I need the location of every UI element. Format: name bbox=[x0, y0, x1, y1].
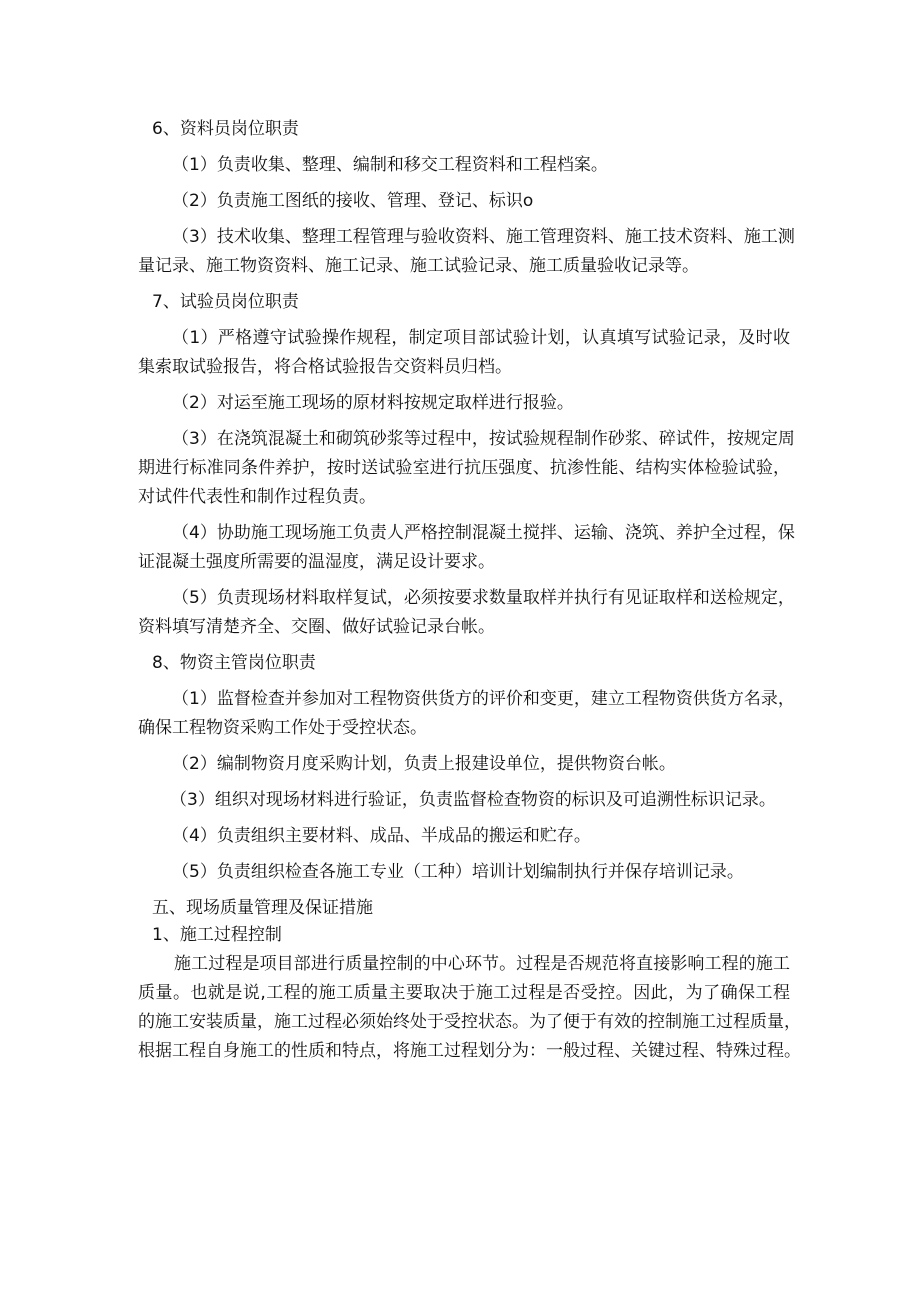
paragraph-6-1: （1）负责收集、整理、编制和移交工程资料和工程档案。 bbox=[172, 155, 608, 175]
paragraph-7-4-line-1: （4）协助施工现场施工负责人严格控制混凝土搅拌、运输、浇筑、养护全过程，保 bbox=[172, 523, 795, 543]
paragraph-8-1-line-1: （1）监督检查并参加对工程物资供货方的评价和变更，建立工程物资供货方名录， bbox=[172, 689, 795, 709]
section-heading-7: 7、试验员岗位职责 bbox=[152, 292, 299, 312]
subsection-heading-1: 1、施工过程控制 bbox=[152, 925, 282, 945]
paragraph-8-5: （5）负责组织检查各施工专业（工种）培训计划编制执行并保存培训记录。 bbox=[172, 862, 744, 882]
paragraph-8-3: （3）组织对现场材料进行验证，负责监督检查物资的标识及可追溯性标识记录。 bbox=[170, 790, 776, 810]
paragraph-7-3-line-3: 对试件代表性和制作过程负责。 bbox=[138, 487, 376, 507]
paragraph-7-1-line-1: （1）严格遵守试验操作规程，制定项目部试验计划，认真填写试验记录，及时收 bbox=[172, 328, 790, 348]
paragraph-7-2: （2）对运至施工现场的原材料按规定取样进行报验。 bbox=[172, 393, 574, 413]
paragraph-6-3-line-2: 量记录、施工物资资料、施工记录、施工试验记录、施工质量验收记录等。 bbox=[138, 256, 699, 276]
paragraph-7-5-line-2: 资料填写清楚齐全、交圈、做好试验记录台帐。 bbox=[138, 617, 495, 637]
body-paragraph-line-4: 根据工程自身施工的性质和特点，将施工过程划分为：一般过程、关键过程、特殊过程。 bbox=[138, 1041, 801, 1061]
section-heading-6: 6、资料员岗位职责 bbox=[152, 119, 299, 139]
paragraph-6-2: （2）负责施工图纸的接收、管理、登记、标识o bbox=[172, 191, 534, 211]
chapter-heading-5: 五、现场质量管理及保证措施 bbox=[152, 898, 373, 918]
body-paragraph-line-3: 的施工安装质量，施工过程必须始终处于受控状态。为了便于有效的控制施工过程质量， bbox=[138, 1012, 801, 1032]
paragraph-7-4-line-2: 证混凝土强度所需要的温湿度，满足设计要求。 bbox=[138, 552, 495, 572]
paragraph-8-4: （4）负责组织主要材料、成品、半成品的搬运和贮存。 bbox=[172, 826, 591, 846]
paragraph-7-3-line-1: （3）在浇筑混凝土和砌筑砂浆等过程中，按试验规程制作砂浆、碎试件，按规定周 bbox=[172, 429, 795, 449]
document-body bbox=[138, 116, 801, 1065]
section-heading-8: 8、物资主管岗位职责 bbox=[152, 653, 316, 673]
body-paragraph-line-1: 施工过程是项目部进行质量控制的中心环节。过程是否规范将直接影响工程的施工 bbox=[174, 954, 790, 974]
paragraph-6-3-line-1: （3）技术收集、整理工程管理与验收资料、施工管理资料、施工技术资料、施工测 bbox=[172, 227, 795, 247]
body-paragraph-line-2: 质量。也就是说,工程的施工质量主要取决于施工过程是否受控。因此，为了确保工程 bbox=[138, 983, 790, 1003]
paragraph-7-5-line-1: （5）负责现场材料取样复试，必须按要求数量取样并执行有见证取样和送检规定， bbox=[172, 588, 795, 608]
paragraph-7-3-line-2: 期进行标准同条件养护，按时送试验室进行抗压强度、抗渗性能、结构实体检验试验， bbox=[138, 458, 790, 478]
paragraph-7-1-line-2: 集索取试验报告，将合格试验报告交资料员归档。 bbox=[138, 357, 512, 377]
paragraph-8-1-line-2: 确保工程物资采购工作处于受控状态。 bbox=[138, 718, 427, 738]
paragraph-8-2: （2）编制物资月度采购计划，负责上报建设单位，提供物资台帐。 bbox=[172, 754, 676, 774]
